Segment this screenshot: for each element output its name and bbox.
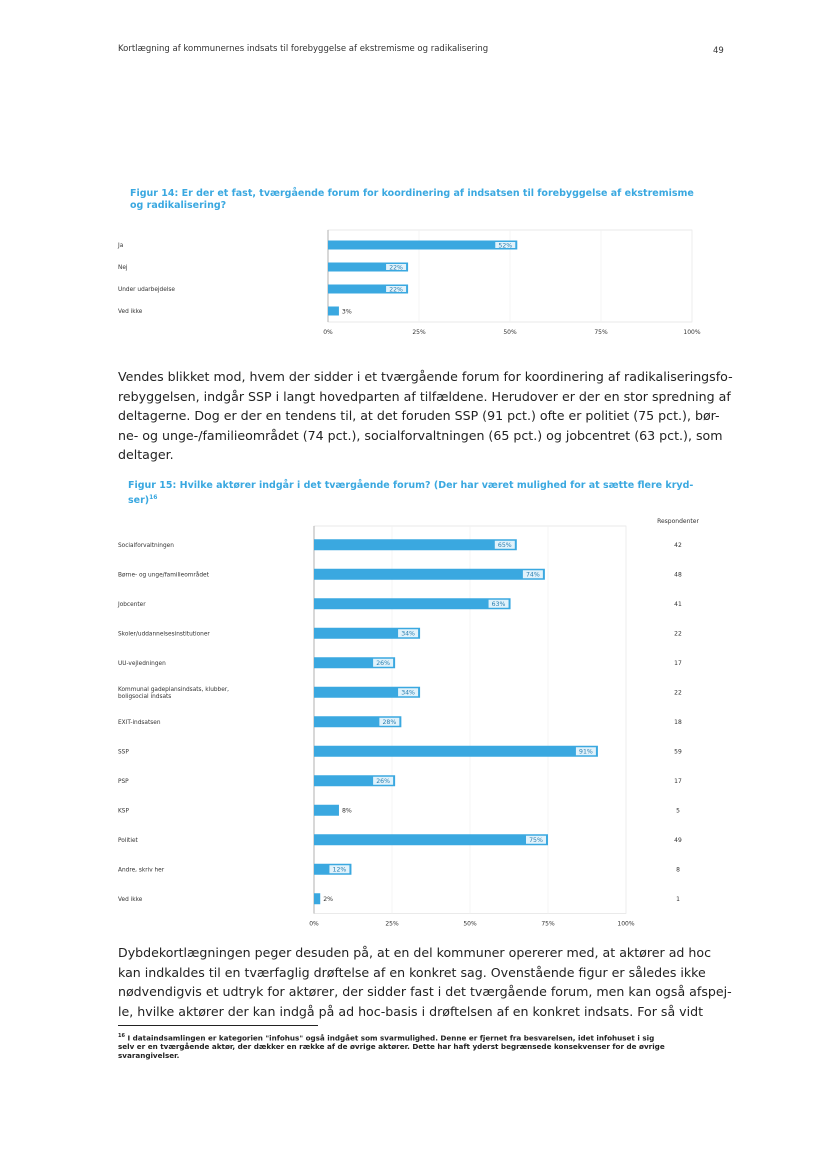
respondent-count: 5 bbox=[676, 807, 680, 815]
bar-value-label: 74% bbox=[525, 571, 540, 579]
paragraph-1-line: rebyggelsen, indgår SSP i langt hovedparten af tilfældene. Herudover er der en stor spredning af bbox=[118, 388, 731, 404]
paragraph-1-line: deltager. bbox=[118, 447, 174, 462]
category-label: Ved ikke bbox=[118, 896, 143, 903]
figure-15-title bbox=[128, 480, 738, 507]
x-tick-label: 75% bbox=[594, 329, 608, 336]
bar bbox=[314, 805, 339, 816]
category-label: Ved ikke bbox=[118, 309, 143, 315]
figure-15-chart bbox=[110, 512, 720, 928]
bar bbox=[314, 893, 320, 904]
category-label: UU-vejledningen bbox=[118, 660, 166, 667]
respondent-count: 42 bbox=[674, 542, 682, 550]
paragraph-2-line: Dybdekortlægningen peger desuden på, at en del kommuner opererer med, at aktører ad hoc bbox=[118, 945, 712, 960]
x-tick-label: 75% bbox=[541, 920, 555, 928]
bar-value-label: 26% bbox=[376, 660, 391, 668]
bar-value-label: 26% bbox=[376, 778, 391, 786]
bar-value-label: 12% bbox=[332, 866, 347, 874]
bar-value-label: 65% bbox=[497, 542, 512, 550]
category-label: Ja bbox=[118, 243, 124, 249]
bar-value-label: 8% bbox=[341, 807, 352, 815]
category-label: PSP bbox=[118, 778, 129, 785]
category-label: Under udarbejdelse bbox=[118, 287, 175, 293]
respondents-header: Respondenter bbox=[657, 518, 699, 525]
category-label: Politiet bbox=[118, 837, 138, 844]
bar bbox=[314, 569, 545, 580]
respondent-count: 17 bbox=[674, 660, 682, 668]
category-label: Børne- og unge/familieområdet bbox=[118, 572, 209, 579]
category-label: Skoler/uddannelsesinstitutioner bbox=[118, 631, 210, 638]
page-number: 49 bbox=[713, 46, 724, 56]
x-tick-label: 0% bbox=[309, 920, 319, 928]
respondent-count: 49 bbox=[674, 837, 682, 845]
respondent-count: 18 bbox=[674, 719, 682, 727]
respondent-count: 22 bbox=[674, 689, 682, 697]
bar-value-label: 3% bbox=[341, 308, 352, 316]
footnote-line: I dataindsamlingen er kategorien "infohus" også indgået som svarmulighed. Denne er fjernet fra besvarelsen, idet infohuset i sig bbox=[127, 1033, 655, 1043]
bar-value-label: 63% bbox=[491, 601, 506, 609]
category-label: Nej bbox=[118, 265, 128, 271]
bar bbox=[314, 746, 598, 757]
footnote-line: svarangivelser. bbox=[118, 1051, 180, 1061]
category-label: Jobcenter bbox=[118, 601, 146, 608]
respondent-count: 17 bbox=[674, 778, 682, 786]
x-tick-label: 25% bbox=[385, 920, 399, 928]
paragraph-2-line: kan indkaldes til en tværfaglig drøftelse af en konkret sag. Ovenstående figur er således ikke bbox=[118, 964, 706, 980]
figure-15-title-line1: Figur 15: Hvilke aktører indgår i det tværgående forum? (Der har været mulighed for at sætte flere kryd- bbox=[128, 480, 694, 491]
bar-value-label: 34% bbox=[401, 630, 415, 638]
figure-14-chart bbox=[110, 222, 710, 336]
footnote-reference: 16 bbox=[149, 494, 158, 501]
respondent-count: 48 bbox=[674, 571, 682, 579]
paragraph-1-line: deltagerne. Dog er der en tendens til, at det foruden SSP (91 pct.) ofte er politiet (75 pct.), bør- bbox=[118, 408, 720, 423]
x-tick-label: 50% bbox=[463, 920, 477, 928]
bar-value-label: 75% bbox=[529, 837, 543, 845]
x-tick-label: 100% bbox=[683, 329, 701, 336]
bar bbox=[328, 241, 517, 250]
respondent-count: 59 bbox=[674, 748, 682, 756]
category-label: boligsocial indsats bbox=[118, 693, 172, 700]
bar-value-label: 34% bbox=[401, 689, 415, 697]
paragraph-1-line: ne- og unge-/familieområdet (74 pct.), socialforvaltningen (65 pct.) og jobcentret (63 pct.), som bbox=[118, 427, 723, 443]
bar-value-label: 91% bbox=[579, 748, 593, 756]
respondent-count: 22 bbox=[674, 630, 682, 638]
x-tick-label: 50% bbox=[503, 329, 517, 336]
paragraph-2-line: le, hvilke aktører der kan indgå på ad hoc-basis i drøftelsen af en konkret indsats. For så vidt bbox=[118, 1003, 704, 1019]
x-tick-label: 25% bbox=[412, 329, 426, 336]
x-tick-label: 100% bbox=[617, 920, 635, 928]
bar-value-label: 2% bbox=[323, 896, 334, 904]
respondent-count: 1 bbox=[676, 896, 680, 904]
figure-14-title-line2: og radikalisering? bbox=[130, 200, 227, 211]
category-label: KSP bbox=[118, 808, 129, 815]
category-label: Kommunal gadeplansindsats, klubber, bbox=[118, 686, 230, 693]
category-label: SSP bbox=[118, 749, 129, 756]
paragraph-1-line: Vendes blikket mod, hvem der sidder i et tværgående forum for koordinering af radikaliseringsfo- bbox=[118, 369, 733, 384]
bar bbox=[314, 598, 511, 609]
footnote bbox=[118, 1032, 738, 1060]
figure-15-title-line2: ser) bbox=[128, 495, 150, 507]
footnote-divider bbox=[118, 1025, 318, 1026]
category-label: EXIT-indsatsen bbox=[118, 719, 161, 726]
paragraph-1 bbox=[118, 367, 738, 465]
category-label: Andre, skriv her bbox=[118, 867, 165, 874]
respondent-count: 8 bbox=[676, 866, 680, 874]
paragraph-2 bbox=[118, 943, 738, 1021]
footnote-line: selv er en tværgående aktør, der dækker en række af de øvrige aktører. Dette har haft yderst begrænsede konsekvenser for de øvrige bbox=[118, 1042, 665, 1052]
running-header: Kortlægning af kommunernes indsats til forebyggelse af ekstremisme og radikalisering bbox=[118, 44, 489, 54]
x-tick-label: 0% bbox=[323, 329, 333, 336]
bar-value-label: 22% bbox=[389, 286, 403, 294]
respondent-count: 41 bbox=[674, 601, 682, 609]
figure-14-title bbox=[130, 188, 730, 212]
bar bbox=[328, 307, 339, 316]
figure-14-title-line1: Figur 14: Er der et fast, tværgående forum for koordinering af indsatsen til forebyggelse af ekstremisme bbox=[130, 188, 694, 199]
bar bbox=[314, 834, 548, 845]
bar-value-label: 28% bbox=[382, 719, 397, 727]
bar bbox=[314, 539, 517, 550]
paragraph-2-line: nødvendigvis et udtryk for aktører, der sidder fast i det tværgående forum, men kan også afspej- bbox=[118, 984, 732, 999]
bar-value-label: 52% bbox=[498, 242, 513, 250]
footnote-number: 16 bbox=[118, 1033, 125, 1039]
bar-value-label: 22% bbox=[389, 264, 403, 272]
category-label: Socialforvaltningen bbox=[118, 542, 174, 549]
